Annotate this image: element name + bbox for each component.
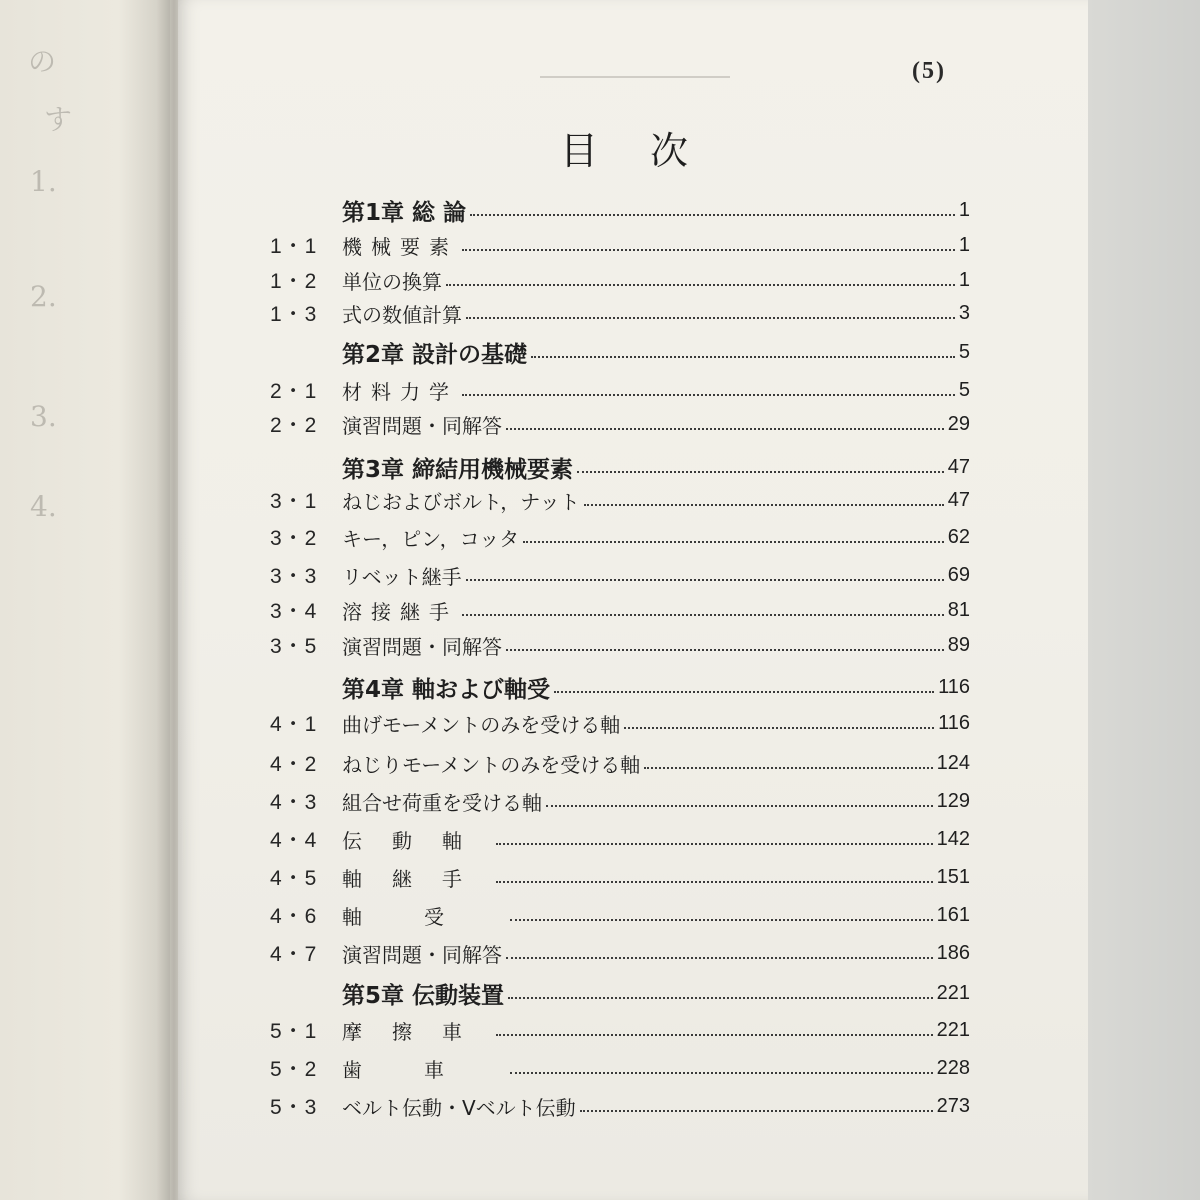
section-title: 溶接継手 <box>342 599 458 624</box>
section-title: 演習問題・同解答 <box>342 942 502 967</box>
section-number: 3・2 <box>270 527 318 550</box>
page-reference: 1 <box>958 268 970 291</box>
page-reference: 1 <box>958 198 970 221</box>
dot-leader <box>580 1110 933 1112</box>
section-title: 軸受 <box>342 904 506 929</box>
dot-leader <box>466 579 944 581</box>
chapter-title: 第3章 締結用機械要素 <box>342 456 574 483</box>
dot-leader <box>462 614 944 616</box>
section-number: 4・2 <box>270 753 318 776</box>
page-reference: 47 <box>947 488 970 511</box>
section-title: 軸継手 <box>342 866 492 891</box>
page-reference: 116 <box>938 711 970 734</box>
section-title: 伝動軸 <box>342 828 492 853</box>
page-reference: 161 <box>936 903 970 926</box>
page-reference: 1 <box>958 233 970 256</box>
previous-page-text: 2. <box>30 280 57 313</box>
section-title: 摩擦車 <box>342 1019 492 1044</box>
page-reference: 5 <box>958 378 970 401</box>
page-reference: 69 <box>947 563 970 586</box>
dot-leader <box>523 541 944 543</box>
dot-leader <box>462 394 955 396</box>
dot-leader <box>466 317 955 319</box>
section-title: 歯車 <box>342 1057 506 1082</box>
section-number: 3・5 <box>270 635 318 658</box>
page-reference: 273 <box>936 1094 970 1117</box>
dot-leader <box>506 428 944 430</box>
section-number: 1・3 <box>270 303 318 326</box>
page-reference: 81 <box>947 598 970 621</box>
section-title: キー，ピン，コッタ <box>342 526 520 551</box>
previous-page-text: 1. <box>30 165 57 198</box>
dot-leader <box>531 356 955 358</box>
section-number: 4・4 <box>270 829 318 852</box>
section-number: 5・2 <box>270 1058 318 1081</box>
page-reference: 29 <box>947 412 970 435</box>
section-number: 4・7 <box>270 943 318 966</box>
section-title: ねじりモーメントのみを受ける軸 <box>342 752 641 777</box>
page-reference: 186 <box>936 941 970 964</box>
page-reference: 151 <box>936 865 970 888</box>
section-title: ベルト伝動・Vベルト伝動 <box>342 1095 576 1120</box>
toc-section-row <box>270 701 970 745</box>
dot-leader <box>496 1034 933 1036</box>
previous-page-text: 4. <box>30 490 57 523</box>
page-reference: 47 <box>947 455 970 478</box>
dot-leader <box>546 805 933 807</box>
dot-leader <box>506 649 944 651</box>
section-title: リベット継手 <box>342 564 462 589</box>
dot-leader <box>624 727 934 729</box>
section-number: 1・1 <box>270 235 318 258</box>
dot-leader <box>506 957 933 959</box>
page-reference: 228 <box>936 1056 970 1079</box>
dot-leader <box>496 881 933 883</box>
section-number: 5・3 <box>270 1096 318 1119</box>
section-number: 3・1 <box>270 490 318 513</box>
dot-leader <box>510 1072 933 1074</box>
dot-leader <box>462 249 955 251</box>
dot-leader <box>554 691 934 693</box>
dot-leader <box>584 504 944 506</box>
toc-section-row <box>270 291 970 335</box>
page-reference: 3 <box>958 301 970 324</box>
section-number: 2・2 <box>270 414 318 437</box>
section-number: 1・2 <box>270 270 318 293</box>
section-number: 3・3 <box>270 565 318 588</box>
section-title: ねじおよびボルト，ナット <box>342 489 580 514</box>
previous-page-text: の <box>28 45 57 78</box>
section-number: 4・1 <box>270 713 318 736</box>
section-title: 材料力学 <box>342 379 458 404</box>
page-reference: 221 <box>936 981 970 1004</box>
chapter-title: 第2章 設計の基礎 <box>342 341 528 368</box>
toc-section-row <box>270 623 970 667</box>
chapter-title: 第4章 軸および軸受 <box>342 676 551 703</box>
page-reference: 116 <box>938 675 970 698</box>
dot-leader <box>510 919 933 921</box>
toc-title: 目次 <box>560 129 741 173</box>
page-reference: 5 <box>958 340 970 363</box>
section-number: 2・1 <box>270 380 318 403</box>
dot-leader <box>496 843 933 845</box>
page-reference: 124 <box>936 751 970 774</box>
toc-section-row <box>270 402 970 446</box>
section-title: 演習問題・同解答 <box>342 413 502 438</box>
page-reference: 142 <box>936 827 970 850</box>
section-title: 単位の換算 <box>342 269 442 294</box>
toc-section-row <box>270 1084 970 1128</box>
chapter-title: 第5章 伝動装置 <box>342 982 505 1009</box>
toc-section-row <box>270 931 970 975</box>
dot-leader <box>470 214 955 216</box>
page-reference: 221 <box>936 1018 970 1041</box>
section-number: 3・4 <box>270 600 318 623</box>
chapter-title: 第1章 総 論 <box>342 199 467 226</box>
section-title: 曲げモーメントのみを受ける軸 <box>342 712 621 737</box>
dot-leader <box>446 284 955 286</box>
section-title: 式の数値計算 <box>342 302 462 327</box>
section-number: 4・5 <box>270 867 318 890</box>
previous-page-text: 3. <box>30 400 57 433</box>
section-title: 機械要素 <box>342 234 458 259</box>
section-title: 演習問題・同解答 <box>342 634 502 659</box>
page-reference: 129 <box>936 789 970 812</box>
page-number: (5) <box>912 58 946 84</box>
dot-leader <box>508 997 933 999</box>
section-number: 4・6 <box>270 905 318 928</box>
section-title: 組合せ荷重を受ける軸 <box>342 790 542 815</box>
section-number: 5・1 <box>270 1020 318 1043</box>
page-reference: 62 <box>947 525 970 548</box>
page-reference: 89 <box>947 633 970 656</box>
previous-page-text: す <box>44 103 73 136</box>
section-number: 4・3 <box>270 791 318 814</box>
dot-leader <box>577 471 944 473</box>
dot-leader <box>644 767 932 769</box>
